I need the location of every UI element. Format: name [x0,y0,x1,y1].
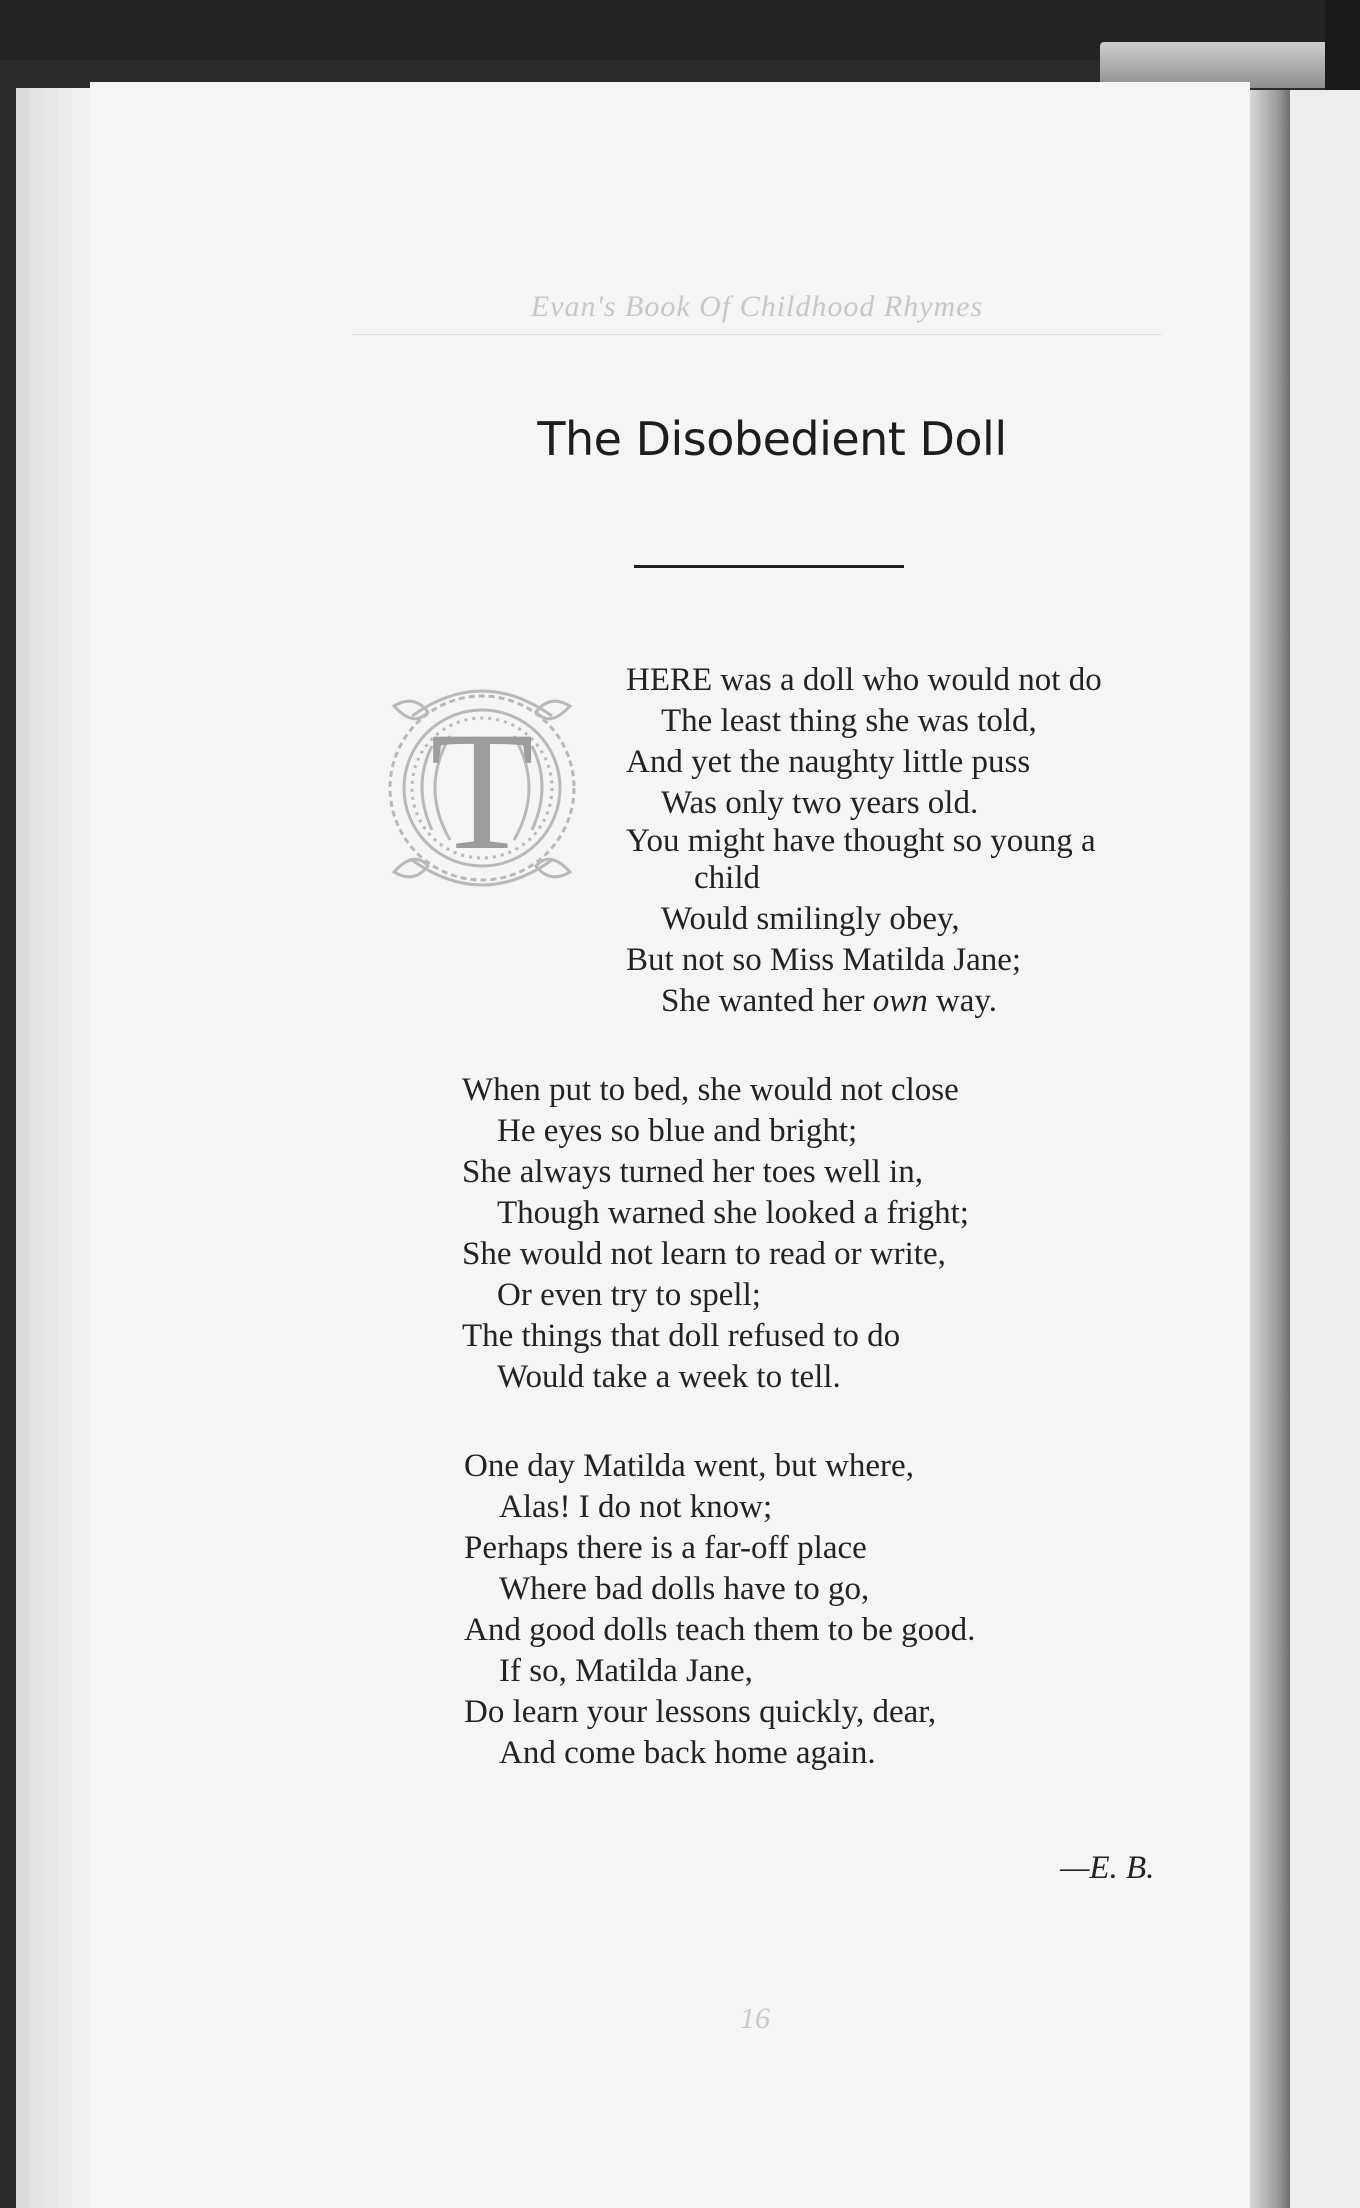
poem-line: Would take a week to tell. [497,1359,841,1395]
author-signature: —E. B. [1060,1850,1155,1886]
page-edge [30,88,45,2208]
running-head-rule [352,334,1162,335]
poem-line: And come back home again. [499,1735,876,1771]
poem-line-runover: child [694,860,760,896]
stanza-2 [462,1070,969,1398]
poem-line: Alas! I do not know; [499,1489,773,1525]
poem-title: The Disobedient Doll [537,412,1007,466]
title-rule [634,565,904,568]
poem-line: Was only two years old. [661,785,979,821]
poem-line: She would not learn to read or write, [462,1236,946,1272]
page-edge [58,88,73,2208]
poem-text: She wanted her [661,983,873,1019]
poem-line: The things that doll refused to do [462,1318,901,1354]
poem-line: Or even try to spell; [497,1277,761,1313]
running-head: Evan's Book Of Childhood Rhymes [530,290,984,323]
page-number: 16 [740,2002,770,2035]
stanza-1 [626,660,1102,1022]
poem-line: Though warned she looked a fright; [497,1195,969,1231]
poem-line: When put to bed, she would not close [462,1072,959,1108]
poem-line [626,981,1102,1022]
emphasized-word: own [872,983,928,1019]
stanza-3 [464,1446,975,1774]
corner-shadow [1325,0,1360,90]
poem-line: But not so Miss Matilda Jane; [626,942,1022,978]
poem-line: One day Matilda went, but where, [464,1448,914,1484]
page-edge [44,88,59,2208]
page-edge [16,88,31,2208]
poem-line: And yet the naughty little puss [626,744,1031,780]
poem-line: Would smilingly obey, [661,901,960,937]
poem-line: Where bad dolls have to go, [499,1571,870,1607]
poem-line: HERE was a doll who would not do [626,662,1102,698]
poem-line: The least thing she was told, [661,703,1037,739]
poem-text: way. [927,983,998,1019]
drop-cap-ornament [372,676,592,896]
poem-line: Perhaps there is a far-off place [464,1530,867,1566]
poem-line: He eyes so blue and bright; [497,1113,858,1149]
poem-line: And good dolls teach them to be good. [464,1612,976,1648]
next-page-edge [1290,90,1360,2208]
book-gutter [1250,90,1290,2208]
poem-line: She always turned her toes well in, [462,1154,923,1190]
poem-line: You might have thought so young a [626,823,1096,859]
poem-line: Do learn your lessons quickly, dear, [464,1694,937,1730]
page-edge [72,88,91,2208]
drop-cap-letter: T [430,697,534,885]
poem-line: If so, Matilda Jane, [499,1653,753,1689]
